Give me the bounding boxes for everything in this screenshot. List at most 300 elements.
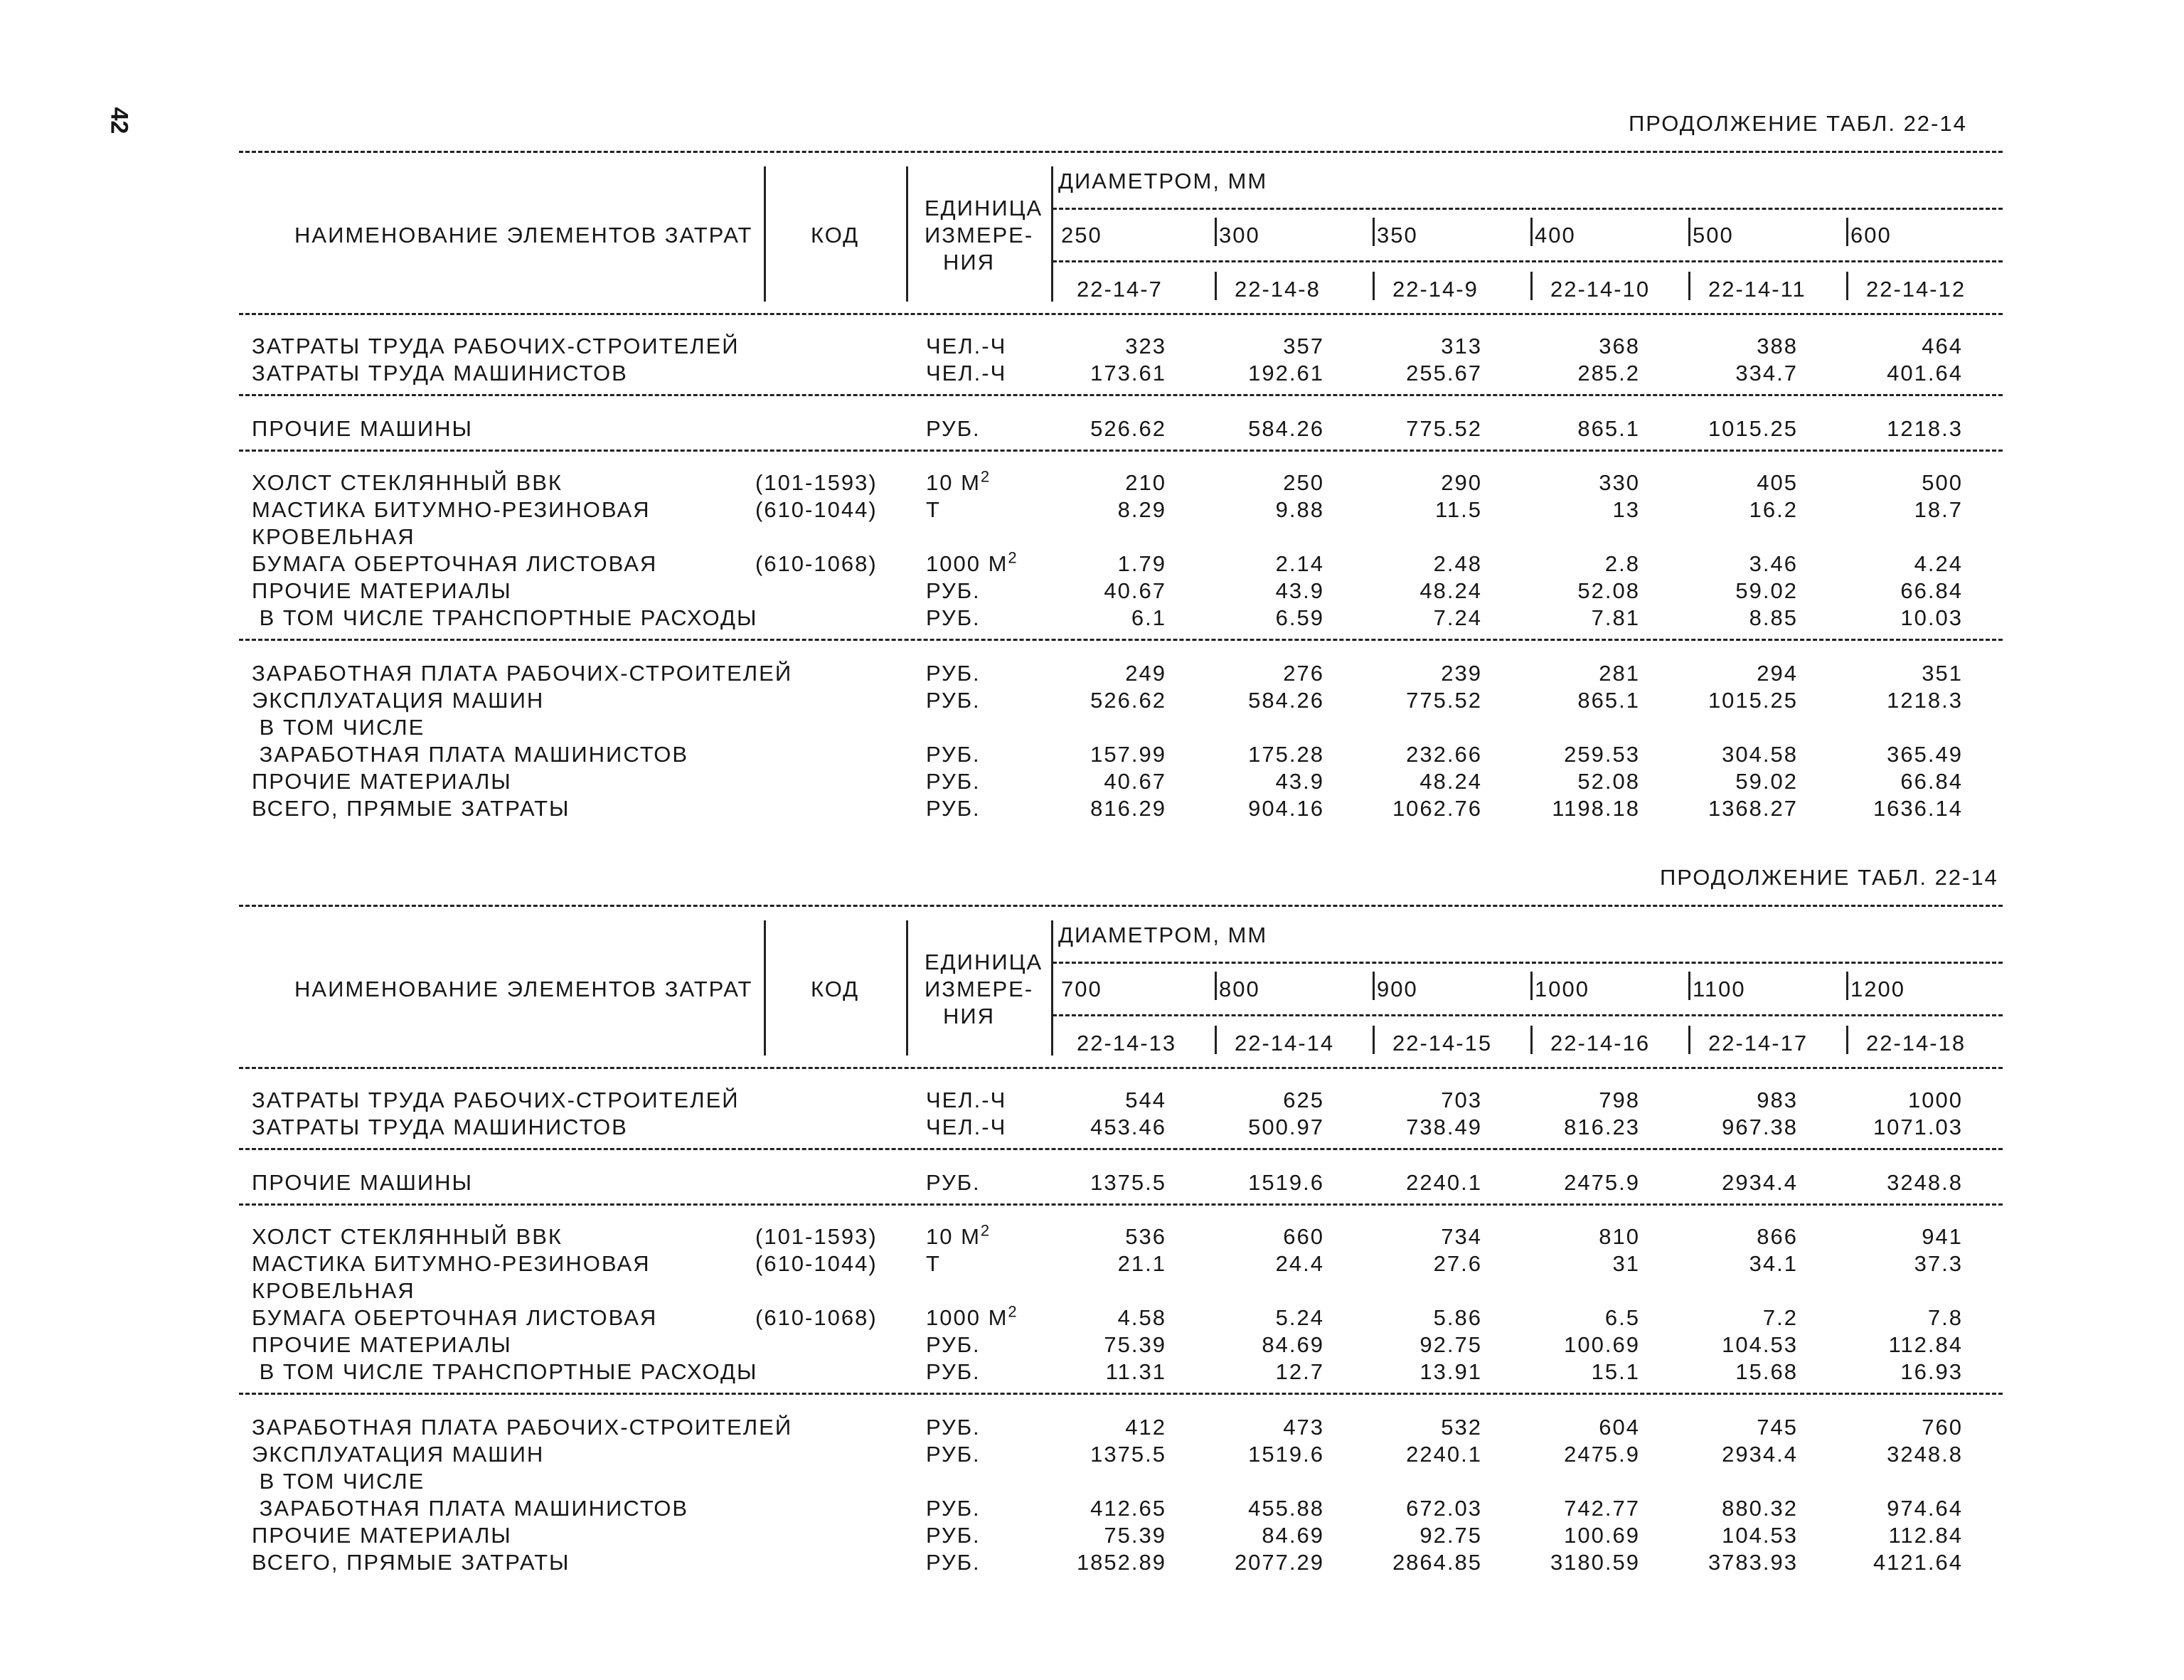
row-unit: Т [926, 497, 941, 522]
row-value: 255.67 [1406, 361, 1482, 386]
row-value: 584.26 [1248, 416, 1324, 441]
row-value: 13 [1612, 497, 1640, 522]
row-name: ЗАТРАТЫ ТРУДА МАШИНИСТОВ [252, 1115, 628, 1139]
header-unit-line-1: ЕДИНИЦА [925, 196, 1043, 220]
code-separator [1688, 272, 1690, 300]
row-value: 3.46 [1749, 551, 1798, 576]
row-value: 526.62 [1090, 688, 1166, 713]
row-value: 112.84 [1888, 1332, 1963, 1357]
row-value: 2.8 [1604, 551, 1640, 576]
row-value: 3248.8 [1887, 1442, 1963, 1467]
row-value: 52.08 [1577, 769, 1640, 794]
row-value: 2475.9 [1564, 1442, 1640, 1467]
row-value: 59.02 [1735, 769, 1798, 794]
row-name: ЗАТРАТЫ ТРУДА МАШИНИСТОВ [252, 361, 628, 386]
header-unit-line-2: ИЗМЕРЕ- [925, 977, 1034, 1001]
row-value: 24.4 [1275, 1251, 1324, 1276]
diameter-separator [1846, 218, 1848, 246]
diameter-value: 250 [1061, 223, 1102, 248]
row-value: 5.86 [1433, 1305, 1482, 1330]
row-value: 11.5 [1434, 497, 1482, 522]
row-unit: ЧЕЛ.-Ч [926, 1088, 1007, 1112]
column-code: 22-14-7 [1077, 277, 1163, 302]
row-value: 84.69 [1262, 1332, 1324, 1357]
rule-header-bottom [239, 1067, 2003, 1069]
row-value: 84.69 [1262, 1523, 1324, 1548]
diameter-separator [1530, 218, 1533, 246]
rule-group [239, 1148, 2003, 1150]
row-value: 2077.29 [1234, 1550, 1324, 1575]
continuation-caption: ПРОДОЛЖЕНИЕ ТАБЛ. 22-14 [1660, 865, 1998, 890]
row-value: 904.16 [1248, 796, 1324, 821]
rule-group [239, 1203, 2003, 1206]
row-value: 16.93 [1900, 1359, 1963, 1384]
diameter-separator [1373, 218, 1375, 246]
column-code: 22-14-17 [1708, 1031, 1809, 1056]
row-unit: ЧЕЛ.-Ч [926, 361, 1007, 386]
row-unit: РУБ. [926, 769, 981, 794]
row-value: 604 [1599, 1415, 1640, 1440]
row-value: 104.53 [1722, 1523, 1798, 1548]
row-value: 967.38 [1722, 1115, 1798, 1139]
row-value: 31 [1612, 1251, 1640, 1276]
row-value: 21.1 [1117, 1251, 1166, 1276]
row-name: КРОВЕЛЬНАЯ [252, 1278, 415, 1303]
row-name: ПРОЧИЕ МАТЕРИАЛЫ [252, 578, 512, 603]
row-value: 330 [1599, 470, 1640, 495]
rule-group [239, 1393, 2003, 1395]
unit-superscript: 2 [1008, 1302, 1018, 1321]
diameter-value: 700 [1061, 977, 1102, 1001]
row-value: 1218.3 [1887, 688, 1963, 713]
row-name: ЗАТРАТЫ ТРУДА РАБОЧИХ-СТРОИТЕЛЕЙ [252, 1088, 740, 1112]
row-unit: РУБ. [926, 1523, 981, 1548]
continuation-caption: ПРОДОЛЖЕНИЕ ТАБЛ. 22-14 [1629, 111, 1967, 136]
row-value: 9.88 [1275, 497, 1324, 522]
row-value: 1198.18 [1552, 796, 1640, 821]
row-value: 368 [1599, 334, 1640, 358]
row-value: 2475.9 [1564, 1170, 1640, 1195]
row-value: 210 [1125, 470, 1166, 495]
row-value: 16.2 [1749, 497, 1798, 522]
row-value: 48.24 [1419, 578, 1482, 603]
rule-group [239, 450, 2003, 452]
row-value: 742.77 [1564, 1496, 1640, 1521]
row-value: 1636.14 [1873, 796, 1963, 821]
row-unit: РУБ. [926, 796, 981, 821]
row-value: 532 [1441, 1415, 1482, 1440]
row-value: 175.28 [1248, 742, 1324, 767]
row-value: 48.24 [1419, 769, 1482, 794]
row-name: ЗАТРАТЫ ТРУДА РАБОЧИХ-СТРОИТЕЛЕЙ [252, 334, 740, 358]
row-code: (610-1044) [755, 497, 878, 522]
unit-superscript: 2 [980, 1221, 991, 1240]
row-value: 15.1 [1591, 1359, 1640, 1384]
row-code: (101-1593) [755, 470, 878, 495]
code-separator [1688, 1026, 1690, 1054]
row-value: 7.8 [1927, 1305, 1963, 1330]
row-name: ЗАРАБОТНАЯ ПЛАТА РАБОЧИХ-СТРОИТЕЛЕЙ [252, 661, 793, 686]
row-value: 100.69 [1564, 1332, 1640, 1357]
column-code: 22-14-10 [1550, 277, 1651, 302]
header-diameter: ДИАМЕТРОМ, ММ [1058, 923, 1268, 947]
row-value: 304.58 [1722, 742, 1798, 767]
row-unit: 1000 $М^2$ [926, 1302, 1018, 1330]
row-value: 249 [1125, 661, 1166, 686]
row-value: 40.67 [1104, 578, 1166, 603]
row-unit: РУБ. [926, 742, 981, 767]
row-value: 672.03 [1406, 1496, 1482, 1521]
rule-group [239, 394, 2003, 396]
row-value: 250 [1283, 470, 1324, 495]
row-name: МАСТИКА БИТУМНО-РЕЗИНОВАЯ [252, 1251, 651, 1276]
row-name: КРОВЕЛЬНАЯ [252, 524, 415, 549]
row-value: 2864.85 [1392, 1550, 1482, 1575]
row-value: 473 [1283, 1415, 1324, 1440]
row-value: 2.14 [1275, 551, 1324, 576]
row-value: 290 [1441, 470, 1482, 495]
code-separator [1846, 272, 1848, 300]
row-value: 3180.59 [1550, 1550, 1640, 1575]
row-value: 810 [1599, 1224, 1640, 1249]
column-code: 22-14-13 [1077, 1031, 1177, 1056]
row-value: 536 [1125, 1224, 1166, 1249]
row-name: МАСТИКА БИТУМНО-РЕЗИНОВАЯ [252, 497, 651, 522]
diameter-separator [1688, 218, 1690, 246]
row-unit: РУБ. [926, 1496, 981, 1521]
row-value: 15.68 [1735, 1359, 1798, 1384]
diameter-separator [1215, 218, 1217, 246]
row-value: 351 [1922, 661, 1963, 686]
row-value: 1062.76 [1392, 796, 1482, 821]
row-value: 455.88 [1248, 1496, 1324, 1521]
row-value: 92.75 [1419, 1523, 1482, 1548]
row-value: 775.52 [1406, 688, 1482, 713]
row-unit: РУБ. [926, 661, 981, 686]
row-value: 1375.5 [1090, 1170, 1166, 1195]
row-unit: РУБ. [926, 578, 981, 603]
code-separator [1215, 272, 1217, 300]
row-value: 334.7 [1735, 361, 1798, 386]
row-value: 1218.3 [1887, 416, 1963, 441]
row-value: 239 [1441, 661, 1482, 686]
row-value: 13.91 [1419, 1359, 1482, 1384]
row-name: ЗАРАБОТНАЯ ПЛАТА РАБОЧИХ-СТРОИТЕЛЕЙ [252, 1415, 793, 1440]
column-code: 22-14-12 [1866, 277, 1966, 302]
row-value: 816.29 [1090, 796, 1166, 821]
row-value: 1519.6 [1248, 1170, 1324, 1195]
row-value: 157.99 [1090, 742, 1166, 767]
row-value: 75.39 [1104, 1523, 1166, 1548]
row-value: 294 [1757, 661, 1798, 686]
diameter-value: 900 [1377, 977, 1418, 1001]
row-value: 323 [1125, 334, 1166, 358]
header-diameter: ДИАМЕТРОМ, ММ [1058, 169, 1268, 193]
row-name: ВСЕГО, ПРЯМЫЕ ЗАТРАТЫ [252, 1550, 570, 1575]
unit-superscript: 2 [1008, 548, 1018, 567]
row-unit: РУБ. [926, 688, 981, 713]
row-value: 100.69 [1564, 1523, 1640, 1548]
row-value: 1368.27 [1708, 796, 1798, 821]
row-name: ПРОЧИЕ МАТЕРИАЛЫ [252, 1523, 512, 1548]
row-value: 5.24 [1275, 1305, 1324, 1330]
row-unit: РУБ. [926, 605, 981, 630]
header-unit-line-1: ЕДИНИЦА [925, 950, 1043, 974]
column-code: 22-14-8 [1235, 277, 1321, 302]
row-value: 388 [1757, 334, 1798, 358]
row-value: 983 [1757, 1088, 1798, 1112]
header-code: КОД [811, 977, 860, 1001]
row-value: 11.31 [1105, 1359, 1166, 1384]
header-name: НАИМЕНОВАНИЕ ЭЛЕМЕНТОВ ЗАТРАТ [294, 977, 753, 1001]
row-value: 500 [1922, 470, 1963, 495]
row-value: 745 [1757, 1415, 1798, 1440]
rule-top [239, 905, 2003, 907]
row-value: 7.2 [1762, 1305, 1798, 1330]
code-separator [1530, 272, 1533, 300]
row-name: В ТОМ ЧИСЛЕ [252, 1469, 425, 1494]
header-column-separator [764, 166, 766, 302]
diameter-value: 1000 [1535, 977, 1589, 1001]
row-unit: 1000 $М^2$ [926, 548, 1018, 576]
row-value: 1375.5 [1090, 1442, 1166, 1467]
row-unit: 10 $М^2$ [926, 1221, 991, 1249]
row-unit: ЧЕЛ.-Ч [926, 1115, 1007, 1139]
row-value: 4.24 [1914, 551, 1963, 576]
row-value: 401.64 [1887, 361, 1963, 386]
row-value: 1852.89 [1076, 1550, 1166, 1575]
row-value: 1519.6 [1248, 1442, 1324, 1467]
row-value: 2240.1 [1406, 1442, 1482, 1467]
row-unit: РУБ. [926, 416, 981, 441]
row-unit: РУБ. [926, 1332, 981, 1357]
header-unit-line-3: НИЯ [943, 250, 996, 275]
row-value: 880.32 [1722, 1496, 1798, 1521]
row-value: 59.02 [1735, 578, 1798, 603]
row-value: 775.52 [1406, 416, 1482, 441]
rule-header-1 [1053, 208, 2003, 210]
column-code: 22-14-9 [1392, 277, 1479, 302]
row-name: ХОЛСТ СТЕКЛЯННЫЙ ВВК [252, 470, 563, 495]
row-value: 2.48 [1433, 551, 1482, 576]
row-value: 43.9 [1275, 769, 1324, 794]
row-value: 1015.25 [1708, 416, 1798, 441]
row-value: 798 [1599, 1088, 1640, 1112]
row-code: (610-1068) [755, 551, 878, 576]
row-value: 2934.4 [1722, 1170, 1798, 1195]
row-value: 3248.8 [1887, 1170, 1963, 1195]
cost-table [0, 754, 2184, 1607]
column-code: 22-14-11 [1708, 277, 1806, 302]
diameter-value: 350 [1377, 223, 1418, 248]
rule-header-2 [1053, 1014, 2003, 1016]
row-value: 816.23 [1564, 1115, 1640, 1139]
row-value: 738.49 [1406, 1115, 1482, 1139]
code-separator [1215, 1026, 1217, 1054]
row-value: 453.46 [1090, 1115, 1166, 1139]
row-unit: ЧЕЛ.-Ч [926, 334, 1007, 358]
row-value: 4.58 [1117, 1305, 1166, 1330]
row-value: 412 [1125, 1415, 1166, 1440]
diameter-value: 300 [1219, 223, 1260, 248]
column-code: 22-14-18 [1866, 1031, 1966, 1056]
row-value: 544 [1125, 1088, 1166, 1112]
row-name: ПРОЧИЕ МАТЕРИАЛЫ [252, 1332, 512, 1357]
row-value: 18.7 [1914, 497, 1963, 522]
row-unit: РУБ. [926, 1359, 981, 1384]
row-value: 92.75 [1419, 1332, 1482, 1357]
row-value: 7.81 [1591, 605, 1640, 630]
row-name: В ТОМ ЧИСЛЕ ТРАНСПОРТНЫЕ РАСХОДЫ [252, 1359, 758, 1384]
row-value: 974.64 [1887, 1496, 1963, 1521]
row-name: ЗАРАБОТНАЯ ПЛАТА МАШИНИСТОВ [252, 1496, 689, 1521]
diameter-separator [1688, 972, 1690, 1000]
row-name: ПРОЧИЕ МАШИНЫ [252, 1170, 473, 1195]
row-value: 1015.25 [1708, 688, 1798, 713]
row-value: 43.9 [1275, 578, 1324, 603]
column-code: 22-14-16 [1550, 1031, 1651, 1056]
diameter-value: 800 [1219, 977, 1260, 1001]
row-value: 285.2 [1577, 361, 1640, 386]
row-unit: РУБ. [926, 1442, 981, 1467]
row-value: 1071.03 [1873, 1115, 1963, 1139]
row-name: ЭКСПЛУАТАЦИЯ МАШИН [252, 1442, 545, 1467]
row-name: ЗАРАБОТНАЯ ПЛАТА МАШИНИСТОВ [252, 742, 689, 767]
header-column-separator [906, 166, 908, 302]
row-value: 27.6 [1433, 1251, 1482, 1276]
row-value: 10.03 [1900, 605, 1963, 630]
row-value: 464 [1922, 334, 1963, 358]
row-value: 192.61 [1248, 361, 1324, 386]
header-column-separator [764, 920, 766, 1056]
row-code: (610-1044) [755, 1251, 878, 1276]
row-value: 1000 [1908, 1088, 1963, 1112]
row-value: 357 [1283, 334, 1324, 358]
row-name: ХОЛСТ СТЕКЛЯННЫЙ ВВК [252, 1224, 563, 1249]
unit-superscript: 2 [980, 467, 991, 486]
row-name: ПРОЧИЕ МАТЕРИАЛЫ [252, 769, 512, 794]
row-value: 365.49 [1887, 742, 1963, 767]
diameter-value: 1200 [1850, 977, 1905, 1001]
diameter-separator [1846, 972, 1848, 1000]
rule-top [239, 151, 2003, 153]
row-value: 941 [1922, 1224, 1963, 1249]
row-value: 703 [1441, 1088, 1482, 1112]
row-value: 660 [1283, 1224, 1324, 1249]
row-value: 173.61 [1090, 361, 1166, 386]
page-number: 42 [105, 107, 133, 134]
row-value: 584.26 [1248, 688, 1324, 713]
row-value: 3783.93 [1708, 1550, 1798, 1575]
row-name: ВСЕГО, ПРЯМЫЕ ЗАТРАТЫ [252, 796, 570, 821]
header-column-separator [1051, 920, 1053, 1056]
row-unit: РУБ. [926, 1550, 981, 1575]
diameter-value: 600 [1850, 223, 1892, 248]
diameter-value: 400 [1535, 223, 1576, 248]
row-value: 313 [1441, 334, 1482, 358]
row-value: 760 [1922, 1415, 1963, 1440]
rule-header-2 [1053, 260, 2003, 262]
row-value: 112.84 [1888, 1523, 1963, 1548]
row-name: БУМАГА ОБЕРТОЧНАЯ ЛИСТОВАЯ [252, 551, 658, 576]
row-value: 2934.4 [1722, 1442, 1798, 1467]
row-value: 232.66 [1406, 742, 1482, 767]
header-name: НАИМЕНОВАНИЕ ЭЛЕМЕНТОВ ЗАТРАТ [294, 223, 753, 248]
diameter-value: 1100 [1693, 977, 1746, 1001]
header-column-separator [1051, 166, 1053, 302]
header-column-separator [906, 920, 908, 1056]
row-value: 40.67 [1104, 769, 1166, 794]
row-value: 12.7 [1275, 1359, 1324, 1384]
row-value: 8.85 [1749, 605, 1798, 630]
diameter-separator [1373, 972, 1375, 1000]
header-code: КОД [811, 223, 860, 248]
column-code: 22-14-15 [1392, 1031, 1493, 1056]
row-name: В ТОМ ЧИСЛЕ ТРАНСПОРТНЫЕ РАСХОДЫ [252, 605, 758, 630]
row-value: 66.84 [1900, 769, 1963, 794]
diameter-value: 500 [1693, 223, 1734, 248]
code-separator [1530, 1026, 1533, 1054]
header-unit-line-3: НИЯ [943, 1004, 996, 1028]
code-separator [1846, 1026, 1848, 1054]
row-name: ЭКСПЛУАТАЦИЯ МАШИН [252, 688, 545, 713]
rule-group [239, 639, 2003, 641]
row-value: 7.24 [1433, 605, 1482, 630]
row-value: 2240.1 [1406, 1170, 1482, 1195]
row-name: ПРОЧИЕ МАШИНЫ [252, 416, 473, 441]
row-value: 34.1 [1749, 1251, 1798, 1276]
row-unit: РУБ. [926, 1415, 981, 1440]
header-unit-line-2: ИЗМЕРЕ- [925, 223, 1034, 248]
row-value: 66.84 [1900, 578, 1963, 603]
rule-header-bottom [239, 313, 2003, 315]
row-value: 405 [1757, 470, 1798, 495]
row-value: 865.1 [1577, 688, 1640, 713]
row-value: 6.5 [1604, 1305, 1640, 1330]
row-value: 6.59 [1275, 605, 1324, 630]
row-value: 1.79 [1117, 551, 1166, 576]
row-value: 866 [1757, 1224, 1798, 1249]
row-code: (101-1593) [755, 1224, 878, 1249]
diameter-separator [1215, 972, 1217, 1000]
row-value: 37.3 [1914, 1251, 1963, 1276]
row-unit: РУБ. [926, 1170, 981, 1195]
row-value: 865.1 [1577, 416, 1640, 441]
row-value: 4121.64 [1873, 1550, 1963, 1575]
row-value: 52.08 [1577, 578, 1640, 603]
row-value: 8.29 [1117, 497, 1166, 522]
row-value: 625 [1283, 1088, 1324, 1112]
row-value: 104.53 [1722, 1332, 1798, 1357]
row-value: 6.1 [1131, 605, 1166, 630]
code-separator [1373, 1026, 1375, 1054]
diameter-separator [1530, 972, 1533, 1000]
row-value: 500.97 [1248, 1115, 1324, 1139]
row-value: 281 [1599, 661, 1640, 686]
row-code: (610-1068) [755, 1305, 878, 1330]
row-value: 276 [1283, 661, 1324, 686]
row-name: БУМАГА ОБЕРТОЧНАЯ ЛИСТОВАЯ [252, 1305, 658, 1330]
row-unit: Т [926, 1251, 941, 1276]
row-unit: 10 $М^2$ [926, 467, 991, 495]
rule-header-1 [1053, 962, 2003, 964]
row-value: 259.53 [1564, 742, 1640, 767]
row-value: 734 [1441, 1224, 1482, 1249]
row-value: 412.65 [1090, 1496, 1166, 1521]
row-value: 526.62 [1090, 416, 1166, 441]
code-separator [1373, 272, 1375, 300]
row-name: В ТОМ ЧИСЛЕ [252, 715, 425, 740]
